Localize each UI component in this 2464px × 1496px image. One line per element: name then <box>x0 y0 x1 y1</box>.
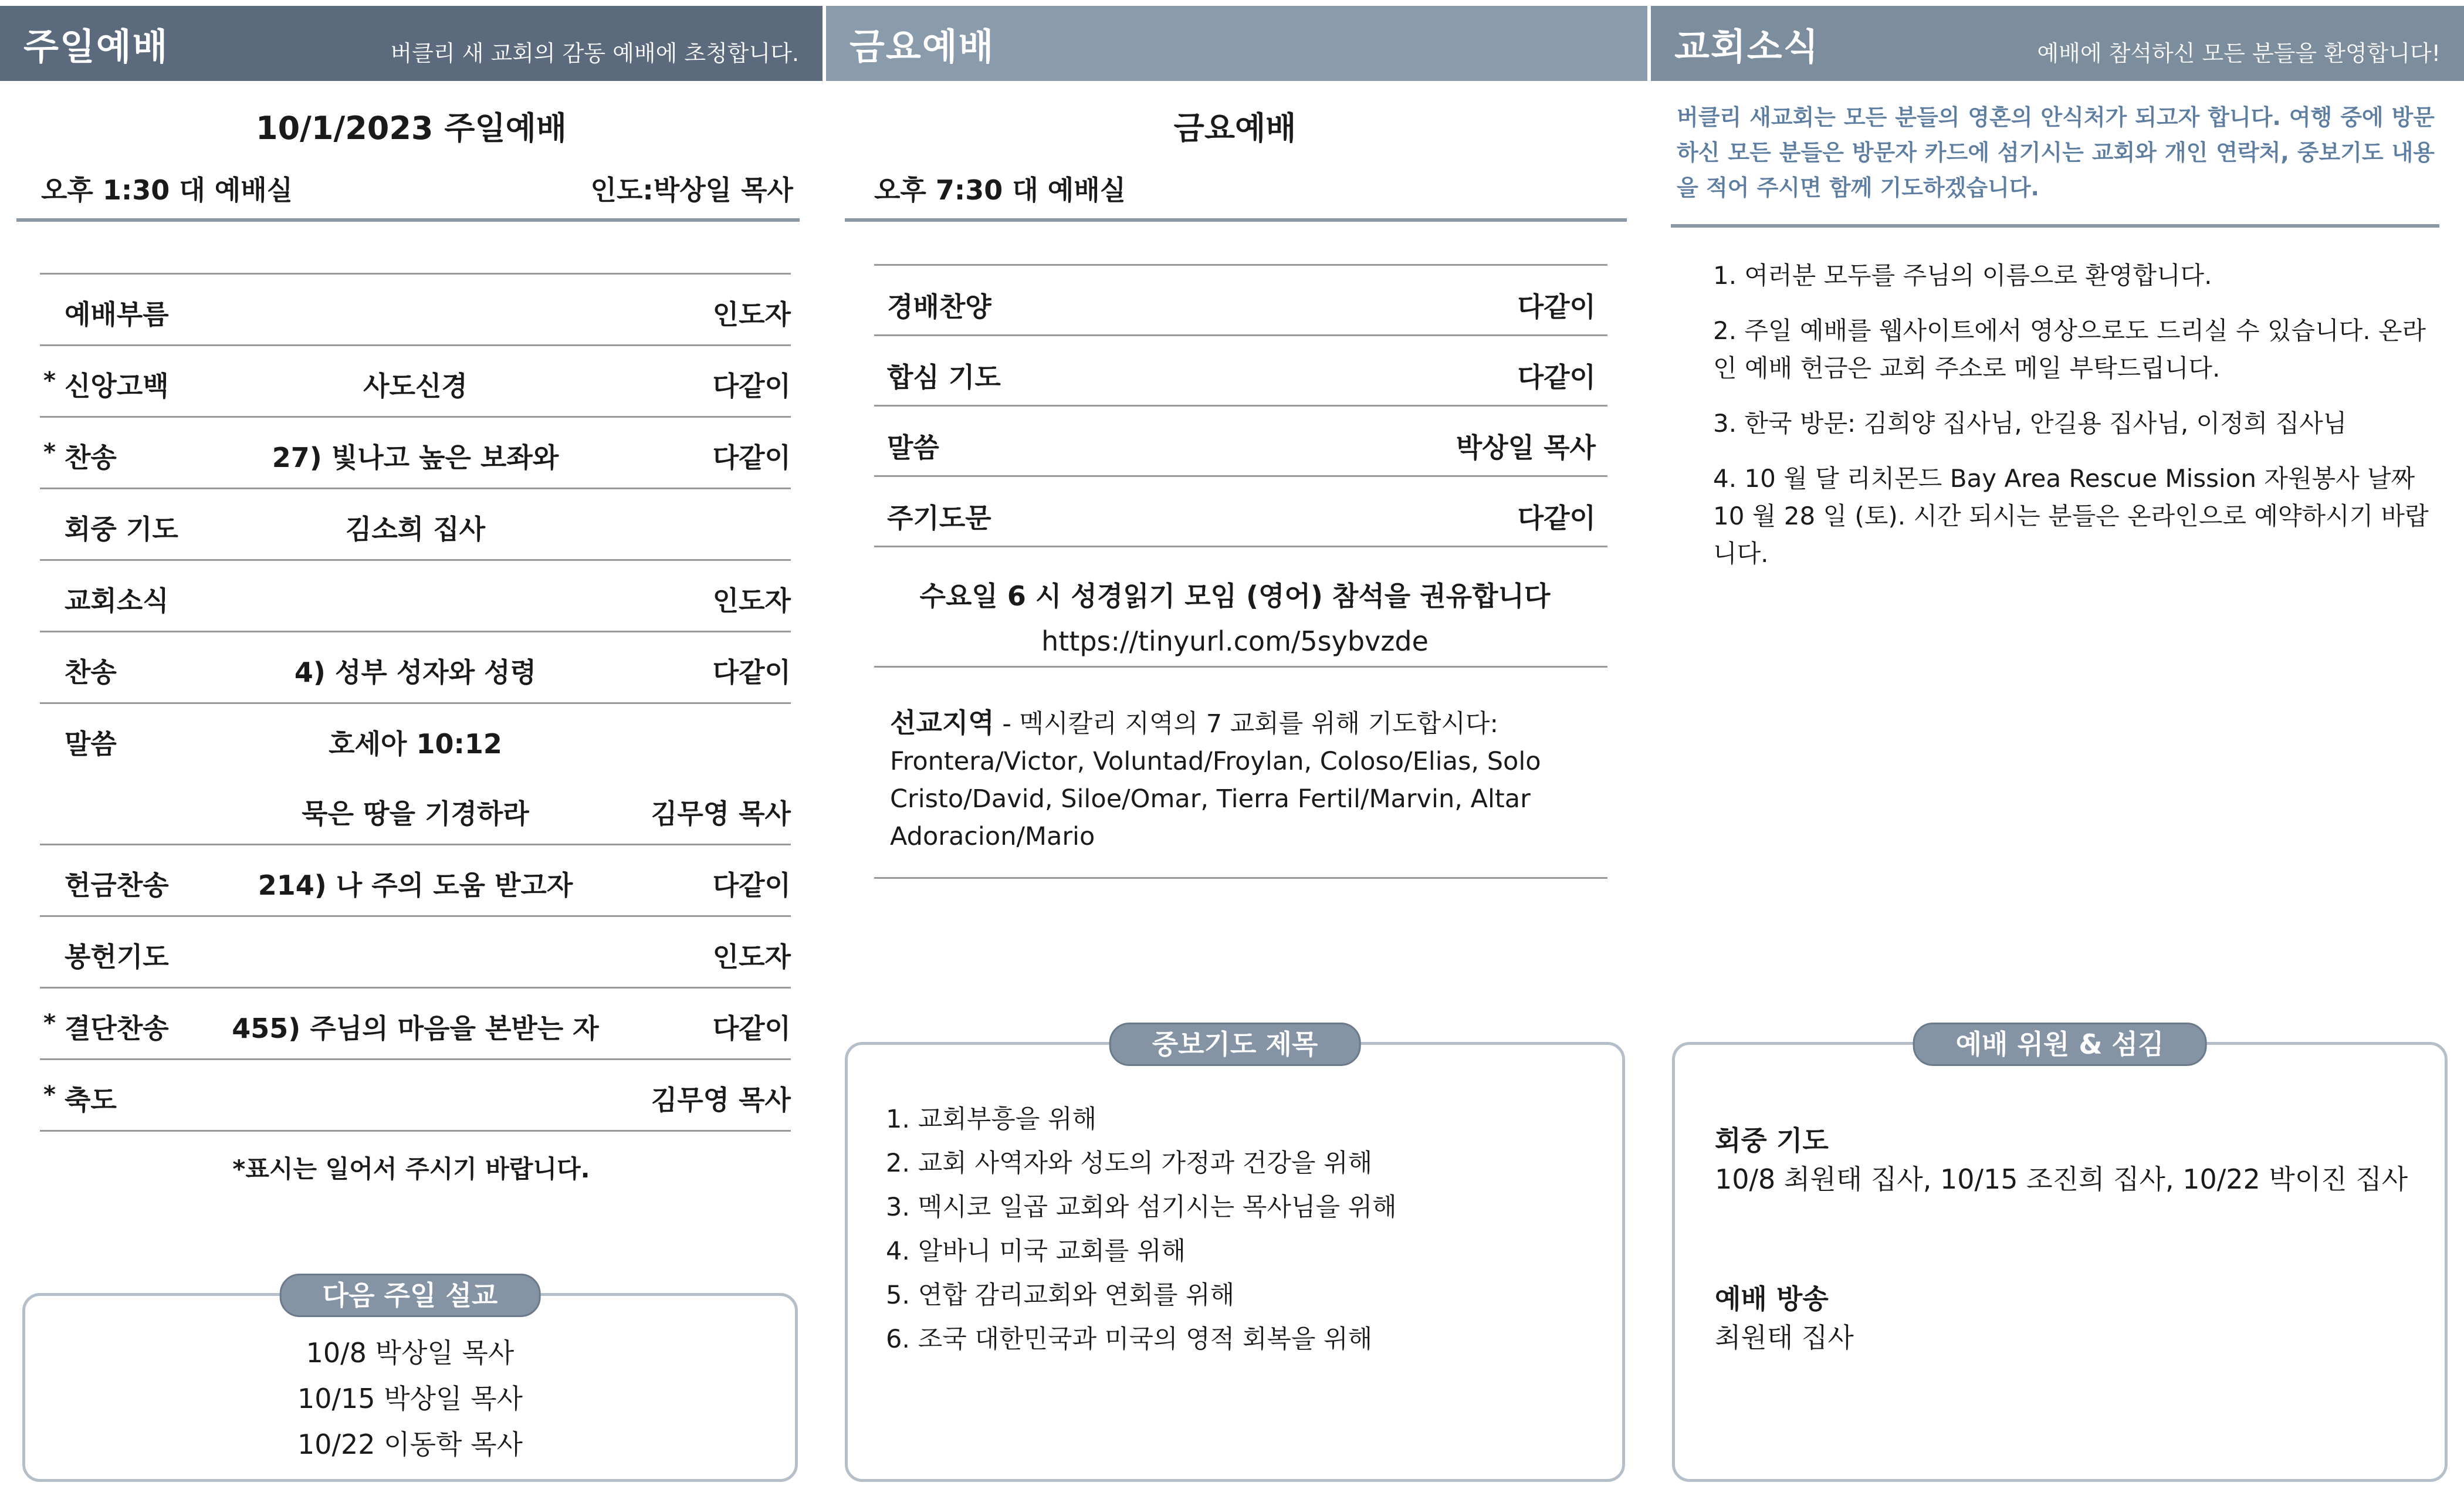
order-detail: 455) 주님의 마음을 본받는 자 <box>232 1013 599 1044</box>
mission-text: - 멕시칼리 지역의 7 교회를 위해 기도합시다: Frontera/Victor, Voluntad/Froylan, Coloso/Elias, Solo Cristo/David, Siloe/Omar, Tierra Fertil/Marvin, Altar Adoracion/Mario <box>890 709 1541 851</box>
welcome-intro: 버클리 새교회는 모든 분들의 영혼의 안식처가 되고자 합니다. 여행 중에 방문하신 모든 분들은 방문자 카드에 섬기시는 교회와 개인 연락처, 중보기도 내용을 적어 주시면 함께 기도하겠습니다. <box>1677 104 2435 201</box>
broadcast-label: 예배 방송 <box>1715 1283 1829 1315</box>
worship-committee-title: 예배 위원 & 섬김 <box>1913 1023 2207 1066</box>
order-row <box>40 275 791 346</box>
standing-note: *표시는 일어서 주시기 바랍니다. <box>232 1155 590 1183</box>
order-detail: 4) 성부 성자와 성령 <box>294 656 537 688</box>
order-detail: 김소희 집사 <box>345 513 486 545</box>
order-item: 경배찬양 <box>887 291 991 323</box>
order-row <box>874 407 1607 477</box>
order-row <box>40 489 791 561</box>
order-detail: 214) 나 주의 도움 받고자 <box>258 869 573 901</box>
prayer-topic: 1. 교회부흥을 위해 <box>886 1105 1097 1134</box>
sunday-order-list <box>40 273 791 1132</box>
order-row <box>40 774 791 845</box>
news-item: 3. 한국 방문: 김희양 집사님, 안길용 집사님, 이정희 집사님 <box>1713 409 2347 438</box>
sunday-service-title: 10/1/2023 주일예배 <box>256 110 567 147</box>
stand-marker: * <box>43 1081 56 1108</box>
order-row <box>874 477 1607 547</box>
prayer-topic: 2. 교회 사역자와 성도의 가정과 건강을 위해 <box>886 1149 1373 1178</box>
order-row <box>40 346 791 418</box>
order-leader: 인도자 <box>712 585 791 617</box>
order-detail: 묵은 땅을 기경하라 <box>302 798 529 830</box>
broadcast-duty <box>1715 1280 2427 1357</box>
prayer-topic: 5. 연합 감리교회와 연회를 위해 <box>886 1281 1235 1310</box>
order-leader: 김무영 목사 <box>651 798 791 830</box>
sunday-service-leader: 인도:박상일 목사 <box>590 174 793 206</box>
friday-divider-3 <box>874 877 1607 879</box>
order-row <box>40 704 791 774</box>
news-divider <box>1671 224 2439 228</box>
sunday-panel <box>0 6 823 1496</box>
sunday-header-subtitle: 버클리 새 교회의 감동 예배에 초청합니다. <box>390 40 799 66</box>
next-sermon-item: 10/15 박상일 목사 <box>297 1383 523 1414</box>
order-item: 교회소식 <box>65 585 169 617</box>
bible-study-text: 수요일 6 시 성경읽기 모임 (영어) 참석을 권유합니다 <box>919 580 1551 612</box>
friday-service-info <box>874 169 1618 208</box>
friday-divider <box>845 218 1627 222</box>
news-header-title: 교회소식 <box>1674 25 1820 68</box>
sunday-divider <box>16 218 800 222</box>
friday-service-time: 오후 7:30 대 예배실 <box>874 174 1126 206</box>
order-item: 신앙고백 <box>65 370 169 402</box>
order-leader: 다같이 <box>1517 502 1596 534</box>
news-item: 2. 주일 예배를 웹사이트에서 영상으로도 드리실 수 있습니다. 온라인 예배 헌금은 교회 주소로 메일 부탁드립니다. <box>1713 316 2426 383</box>
order-leader: 다같이 <box>712 656 791 688</box>
order-item: 봉헌기도 <box>65 941 169 973</box>
bible-study-notice <box>823 575 1647 657</box>
friday-panel <box>823 6 1647 1496</box>
order-row <box>874 336 1607 407</box>
sunday-header <box>0 6 823 81</box>
order-row <box>40 632 791 704</box>
order-row <box>40 561 791 632</box>
order-row <box>40 418 791 489</box>
friday-divider-2 <box>874 666 1607 668</box>
stand-marker: * <box>43 1010 56 1037</box>
order-leader: 다같이 <box>1517 361 1596 393</box>
congregational-prayer-value: 10/8 최원태 집사, 10/15 조진희 집사, 10/22 박이진 집사 <box>1715 1163 2408 1195</box>
worship-committee-box <box>1672 1028 2448 1482</box>
news-header-subtitle: 예배에 참석하신 모든 분들을 환영합니다! <box>2037 40 2441 66</box>
mission-label: 선교지역 <box>890 707 994 739</box>
next-sermon-list <box>25 1330 795 1467</box>
next-sermon-box <box>22 1280 798 1482</box>
order-row <box>874 266 1607 336</box>
order-detail: 호세아 10:12 <box>329 728 502 760</box>
order-leader: 다같이 <box>712 442 791 473</box>
prayer-topics-list <box>886 1098 1397 1362</box>
order-leader: 다같이 <box>712 1013 791 1044</box>
order-detail: 사도신경 <box>363 370 468 402</box>
order-item: 축도 <box>65 1084 117 1116</box>
order-item: 합심 기도 <box>887 361 1001 393</box>
order-item: 헌금찬송 <box>65 869 169 901</box>
stand-marker: * <box>43 367 56 394</box>
order-leader: 다같이 <box>712 370 791 402</box>
congregational-prayer-label: 회중 기도 <box>1715 1125 1829 1156</box>
prayer-topic: 3. 멕시코 일곱 교회와 섬기시는 목사님을 위해 <box>886 1193 1397 1222</box>
news-item: 1. 여러분 모두를 주님의 이름으로 환영합니다. <box>1713 261 2212 290</box>
order-row <box>40 989 791 1060</box>
prayer-topics-title: 중보기도 제목 <box>1109 1023 1361 1066</box>
prayer-topic: 4. 알바니 미국 교회를 위해 <box>886 1237 1186 1266</box>
order-row <box>40 1060 791 1132</box>
news-panel <box>1647 6 2464 1496</box>
prayer-topic: 6. 조국 대한민국과 미국의 영적 회복을 위해 <box>886 1325 1373 1354</box>
next-sermon-title: 다음 주일 설교 <box>280 1274 541 1317</box>
order-leader: 다같이 <box>712 869 791 901</box>
friday-header-title: 금요예배 <box>849 25 995 68</box>
next-sermon-item: 10/22 이동학 목사 <box>297 1429 523 1460</box>
order-item: 찬송 <box>65 442 117 473</box>
order-leader: 박상일 목사 <box>1456 432 1596 463</box>
order-item: 말씀 <box>887 432 939 463</box>
sunday-header-title: 주일예배 <box>23 25 169 68</box>
order-detail: 27) 빛나고 높은 보좌와 <box>272 442 559 473</box>
sunday-service-time: 오후 1:30 대 예배실 <box>41 174 293 206</box>
broadcast-value: 최원태 집사 <box>1715 1322 1854 1353</box>
order-leader: 인도자 <box>712 941 791 973</box>
friday-order-list <box>874 264 1607 547</box>
order-item: 찬송 <box>65 656 117 688</box>
sunday-service-info <box>41 169 793 208</box>
stand-marker: * <box>43 439 56 466</box>
news-header <box>1647 6 2464 81</box>
order-item: 말씀 <box>65 728 117 760</box>
prayer-topics-box <box>845 1028 1625 1482</box>
next-sermon-item: 10/8 박상일 목사 <box>306 1337 515 1369</box>
congregational-prayer <box>1715 1121 2427 1199</box>
order-leader: 김무영 목사 <box>651 1084 791 1116</box>
order-row <box>40 917 791 989</box>
news-list <box>1713 257 2429 590</box>
order-item: 주기도문 <box>887 502 991 534</box>
friday-header <box>823 6 1647 81</box>
order-item: 결단찬송 <box>65 1013 169 1044</box>
mission-region <box>890 704 1571 855</box>
bible-study-link[interactable]: https://tinyurl.com/5sybvzde <box>1041 625 1429 657</box>
order-item: 회중 기도 <box>65 513 178 545</box>
friday-service-title: 금요예배 <box>1173 110 1297 147</box>
order-row <box>40 845 791 917</box>
order-leader: 다같이 <box>1517 291 1596 323</box>
news-item: 4. 10 월 달 리치몬드 Bay Area Rescue Mission 자원봉사 날짜 10 월 28 일 (토). 시간 되시는 분들은 온라인으로 예약하시기 바랍니다. <box>1713 464 2429 568</box>
order-item: 예배부름 <box>65 299 169 330</box>
order-leader: 인도자 <box>712 299 791 330</box>
